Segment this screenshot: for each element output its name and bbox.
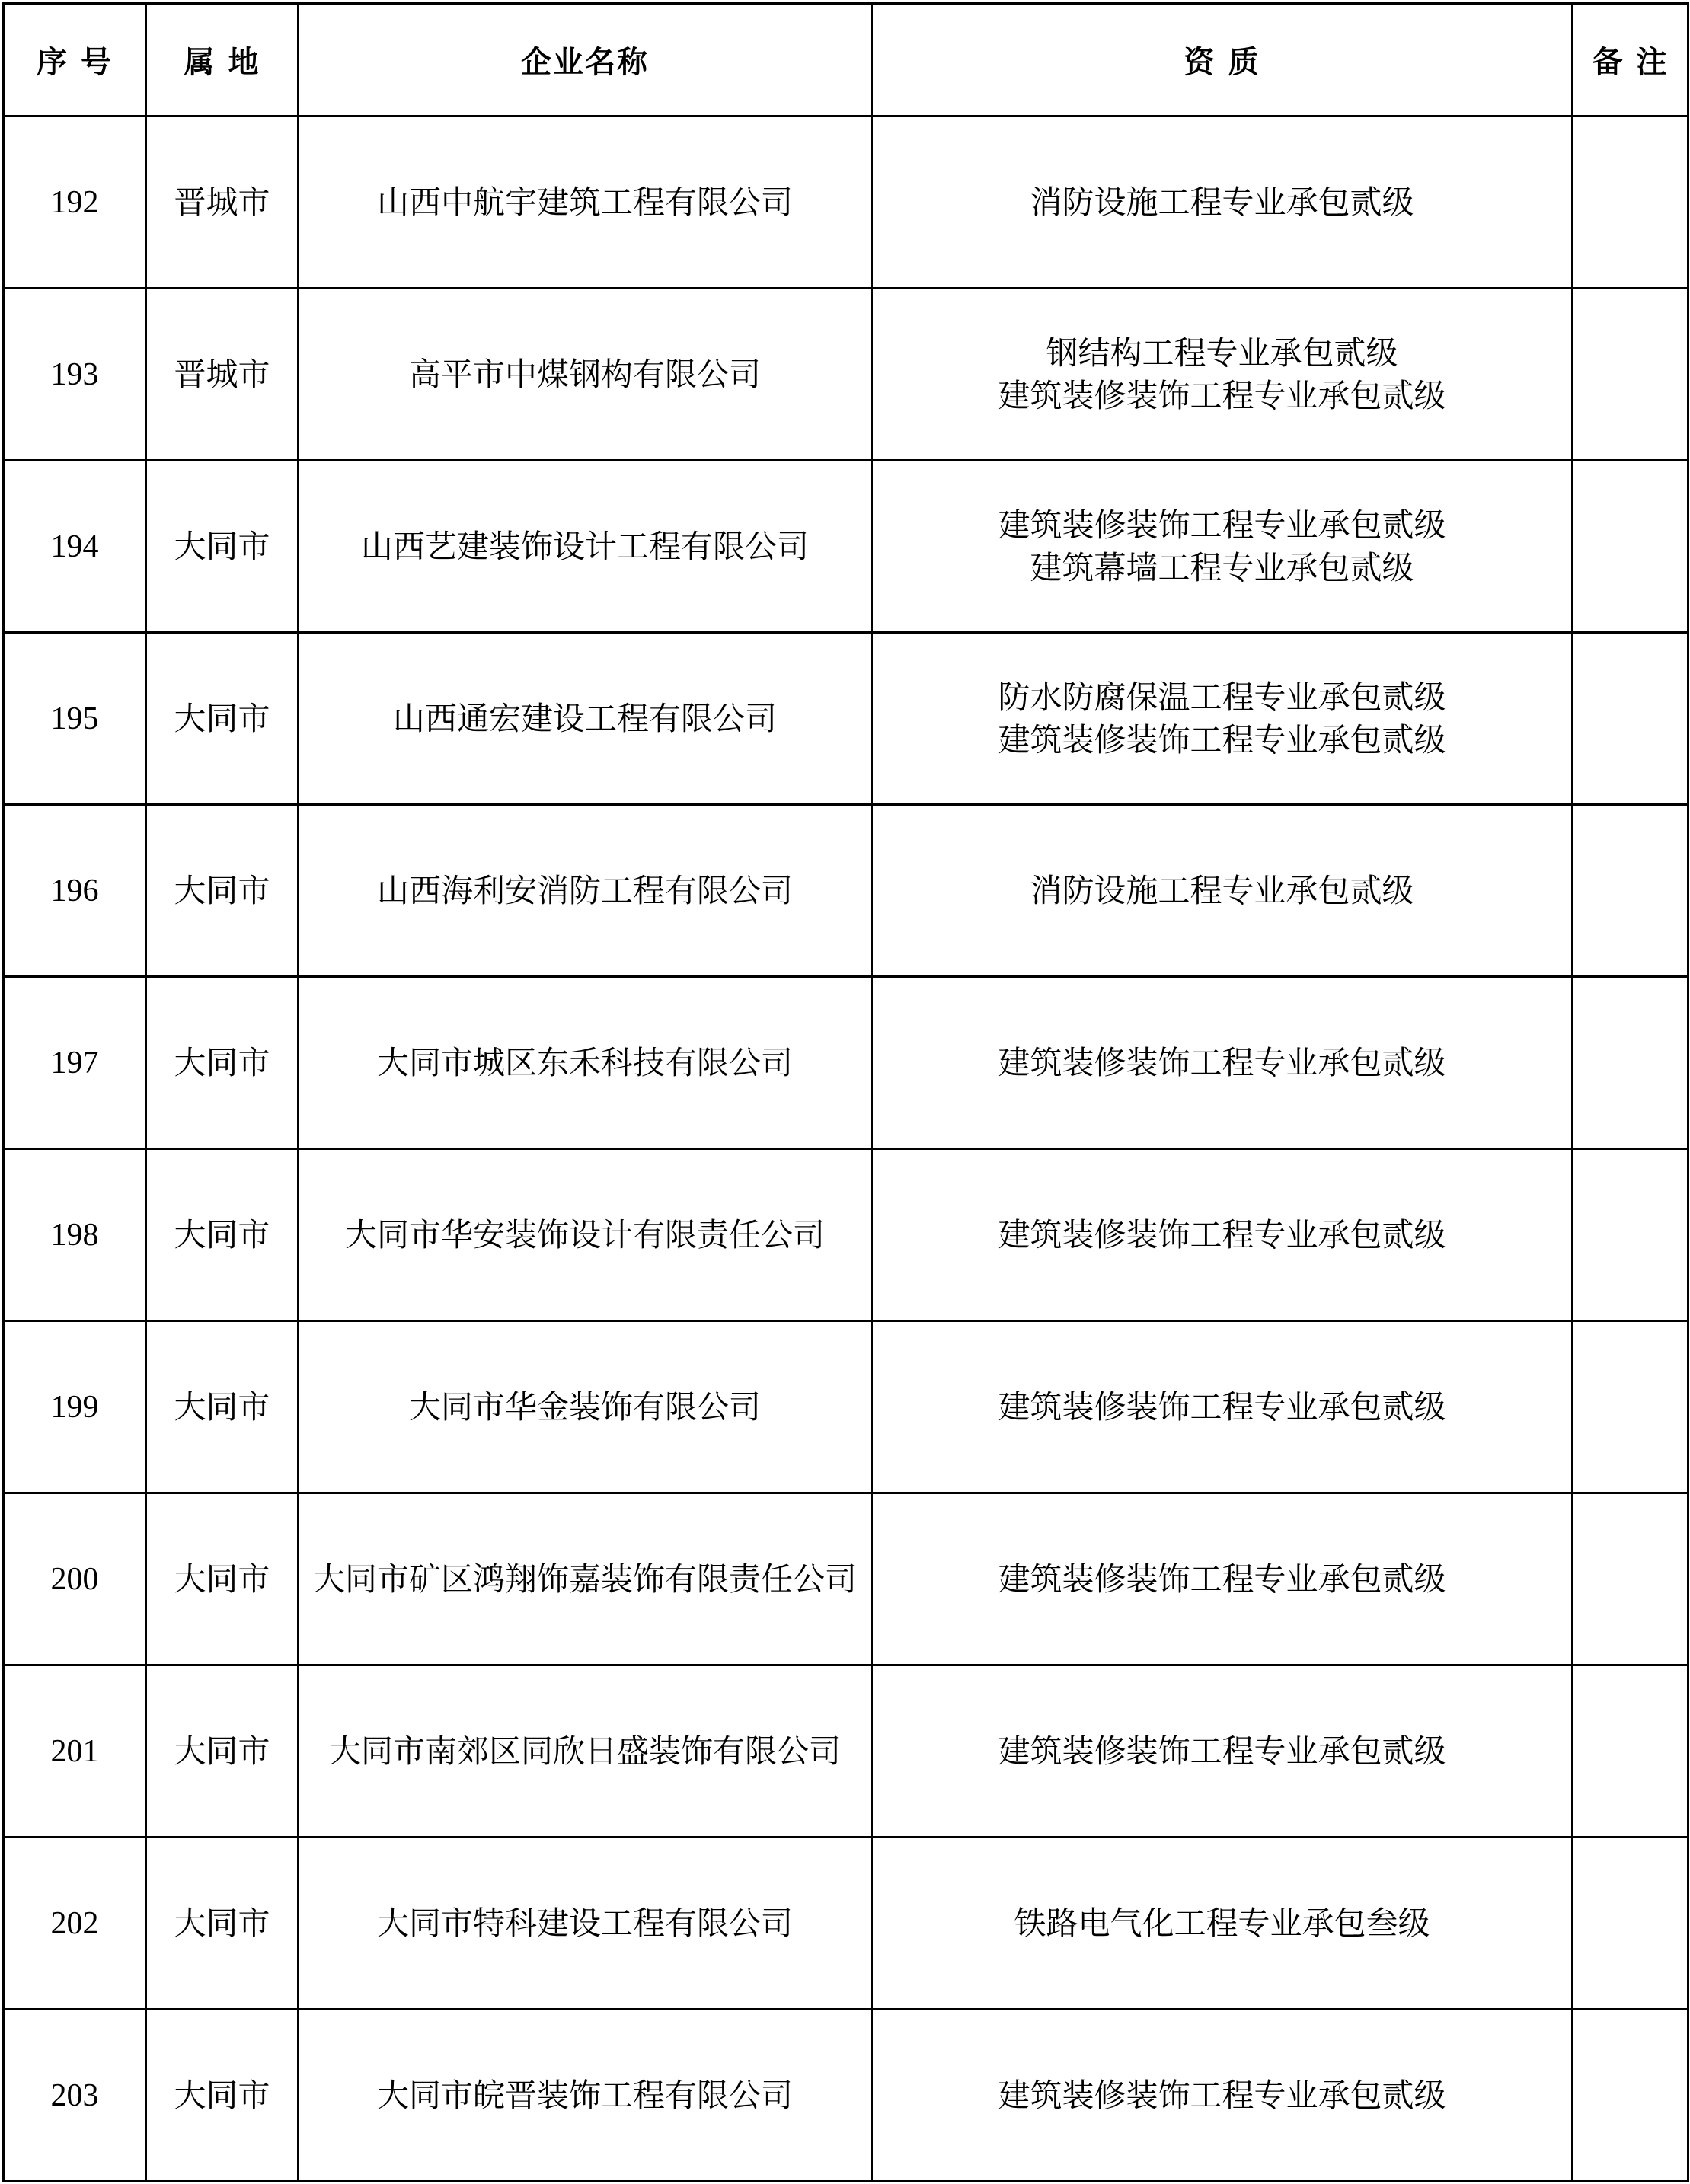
header-row: [4, 4, 1688, 117]
row-qualification: [872, 1493, 1573, 1665]
row-index: 192: [4, 117, 146, 289]
row-index: 203: [4, 2010, 146, 2182]
header-index: 序 号: [4, 4, 146, 117]
row-region: 大同市: [146, 633, 299, 805]
table-row: [4, 633, 1688, 805]
header-company: 企业名称: [299, 4, 872, 117]
row-region: 大同市: [146, 461, 299, 633]
qualification-line: 建筑装修装饰工程专业承包贰级: [998, 2076, 1446, 2114]
row-region: 大同市: [146, 1838, 299, 2010]
row-company: 大同市城区东禾科技有限公司: [299, 977, 872, 1149]
table-row: [4, 289, 1688, 461]
row-index: 200: [4, 1493, 146, 1665]
table-row: [4, 977, 1688, 1149]
table-row: [4, 1493, 1688, 1665]
row-qualification: [872, 1149, 1573, 1321]
qualification-line: 建筑装修装饰工程专业承包贰级: [998, 506, 1446, 544]
row-remarks: [1573, 2010, 1688, 2182]
row-company: 大同市特科建设工程有限公司: [299, 1838, 872, 2010]
row-company: 高平市中煤钢构有限公司: [299, 289, 872, 461]
qualification-line: 铁路电气化工程专业承包叁级: [1014, 1904, 1430, 1942]
table-row: [4, 1149, 1688, 1321]
row-region: 晋城市: [146, 117, 299, 289]
row-company: 山西海利安消防工程有限公司: [299, 805, 872, 977]
row-company: 大同市皖晋装饰工程有限公司: [299, 2010, 872, 2182]
row-index: 198: [4, 1149, 146, 1321]
table-row: [4, 117, 1688, 289]
row-remarks: [1573, 1149, 1688, 1321]
row-remarks: [1573, 1321, 1688, 1493]
row-region: 大同市: [146, 1665, 299, 1838]
row-index: 202: [4, 1838, 146, 2010]
row-company: 大同市华安装饰设计有限责任公司: [299, 1149, 872, 1321]
row-region: 大同市: [146, 977, 299, 1149]
table-row: [4, 1838, 1688, 2010]
table-row: [4, 1665, 1688, 1838]
row-remarks: [1573, 805, 1688, 977]
row-company: 山西通宏建设工程有限公司: [299, 633, 872, 805]
qualification-line: 消防设施工程专业承包贰级: [1030, 871, 1414, 909]
row-remarks: [1573, 1665, 1688, 1838]
table-row: [4, 461, 1688, 633]
row-region: 晋城市: [146, 289, 299, 461]
qualification-line: 建筑装修装饰工程专业承包贰级: [998, 1387, 1446, 1426]
qualification-line: 建筑装修装饰工程专业承包贰级: [998, 720, 1446, 758]
row-company: 大同市南郊区同欣日盛装饰有限公司: [299, 1665, 872, 1838]
table-row: [4, 805, 1688, 977]
row-remarks: [1573, 461, 1688, 633]
table-body: [4, 117, 1688, 2182]
row-region: 大同市: [146, 2010, 299, 2182]
row-index: 201: [4, 1665, 146, 1838]
header-remarks: 备 注: [1573, 4, 1688, 117]
qualification-table: [2, 2, 1689, 2182]
row-qualification: [872, 1321, 1573, 1493]
row-remarks: [1573, 1493, 1688, 1665]
row-qualification: [872, 1665, 1573, 1838]
row-index: 194: [4, 461, 146, 633]
row-index: 196: [4, 805, 146, 977]
row-qualification: [872, 289, 1573, 461]
row-remarks: [1573, 1838, 1688, 2010]
qualification-line: 防水防腐保温工程专业承包贰级: [998, 678, 1446, 716]
qualification-line: 建筑装修装饰工程专业承包贰级: [998, 1560, 1446, 1598]
row-qualification: [872, 461, 1573, 633]
table-row: [4, 1321, 1688, 1493]
row-index: 197: [4, 977, 146, 1149]
header-region: 属 地: [146, 4, 299, 117]
row-remarks: [1573, 289, 1688, 461]
qualification-line: 建筑幕墙工程专业承包贰级: [1030, 548, 1414, 586]
qualification-line: 钢结构工程专业承包贰级: [1046, 334, 1398, 372]
row-region: 大同市: [146, 1149, 299, 1321]
row-region: 大同市: [146, 1493, 299, 1665]
row-company: 山西艺建装饰设计工程有限公司: [299, 461, 872, 633]
row-qualification: [872, 1838, 1573, 2010]
qualification-line: 消防设施工程专业承包贰级: [1030, 183, 1414, 221]
row-company: 山西中航宇建筑工程有限公司: [299, 117, 872, 289]
row-qualification: [872, 2010, 1573, 2182]
row-qualification: [872, 805, 1573, 977]
row-index: 195: [4, 633, 146, 805]
row-index: 193: [4, 289, 146, 461]
row-qualification: [872, 977, 1573, 1149]
row-index: 199: [4, 1321, 146, 1493]
row-remarks: [1573, 977, 1688, 1149]
header-qualification: 资 质: [872, 4, 1573, 117]
qualification-line: 建筑装修装饰工程专业承包贰级: [998, 1732, 1446, 1770]
qualification-line: 建筑装修装饰工程专业承包贰级: [998, 1215, 1446, 1253]
qualification-line: 建筑装修装饰工程专业承包贰级: [998, 376, 1446, 414]
table-row: [4, 2010, 1688, 2182]
row-region: 大同市: [146, 805, 299, 977]
row-qualification: [872, 117, 1573, 289]
row-company: 大同市华金装饰有限公司: [299, 1321, 872, 1493]
row-company: 大同市矿区鸿翔饰嘉装饰有限责任公司: [299, 1493, 872, 1665]
row-region: 大同市: [146, 1321, 299, 1493]
row-remarks: [1573, 117, 1688, 289]
row-remarks: [1573, 633, 1688, 805]
qualification-line: 建筑装修装饰工程专业承包贰级: [998, 1043, 1446, 1081]
row-qualification: [872, 633, 1573, 805]
